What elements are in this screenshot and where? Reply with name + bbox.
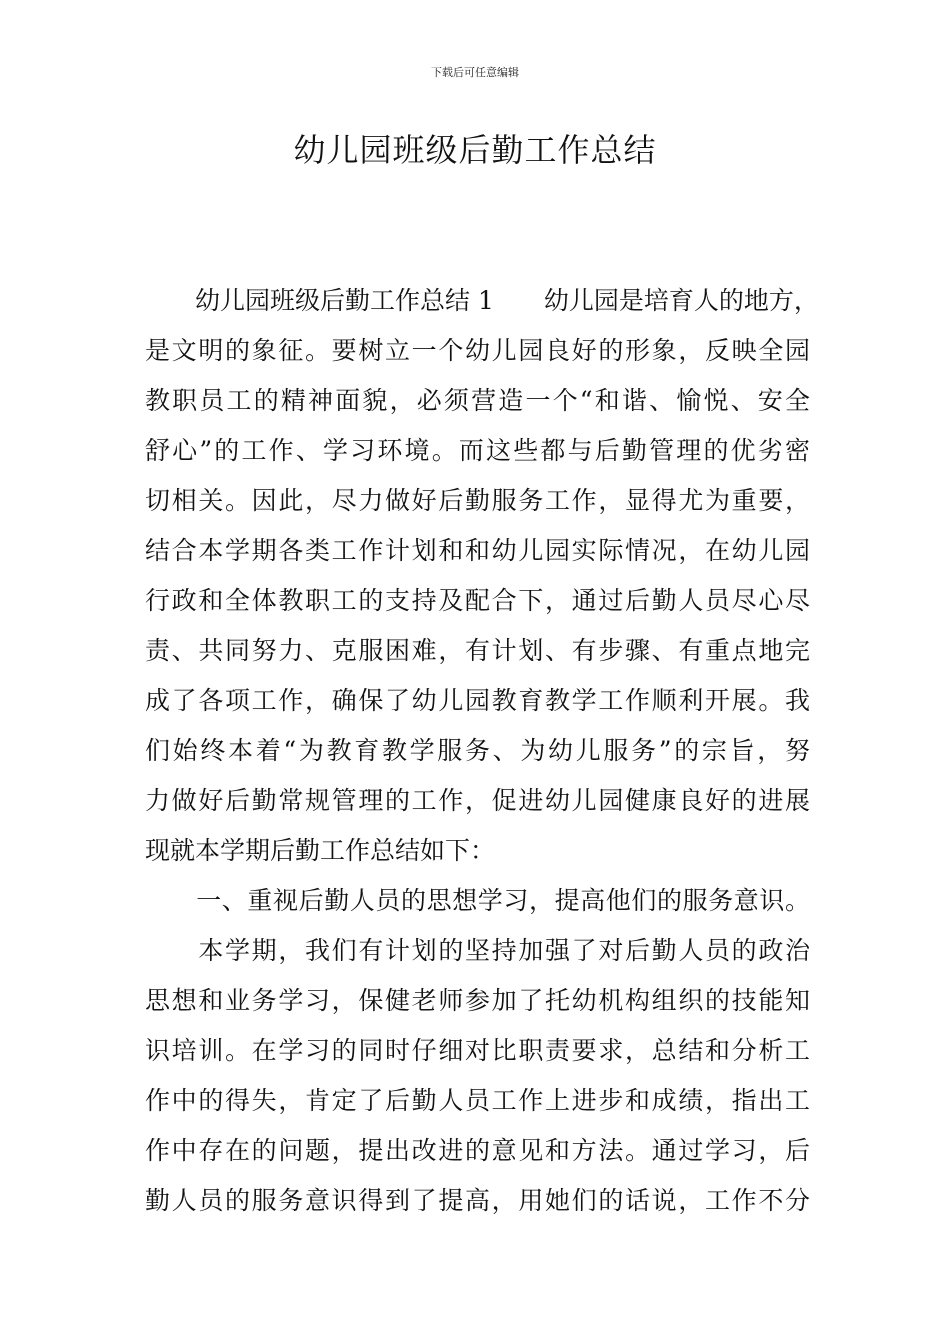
body-line: 切相关。因此，尽力做好后勤服务工作，显得尤为重要， bbox=[145, 486, 810, 515]
body-line: 力做好后勤常规管理的工作，促进幼儿园健康良好的进展 bbox=[145, 786, 810, 815]
body-line: 现就本学期后勤工作总结如下： bbox=[145, 836, 496, 865]
body-line: 作中的得失，肯定了后勤人员工作上进步和成绩，指出工 bbox=[145, 1086, 810, 1115]
body-line: 责、共同努力、克服困难，有计划、有步骤、有重点地完 bbox=[145, 636, 810, 665]
document-body bbox=[145, 276, 819, 1226]
body-line: 舒心”的工作、学习环境。而这些都与后勤管理的优劣密 bbox=[145, 436, 810, 465]
body-line: 一、重视后勤人员的思想学习，提高他们的服务意识。 bbox=[145, 886, 810, 915]
body-line: 思想和业务学习，保健老师参加了托幼机构组织的技能知 bbox=[145, 986, 810, 1015]
body-line: 勤人员的服务意识得到了提高，用她们的话说，工作不分 bbox=[145, 1186, 810, 1215]
body-line: 行政和全体教职工的支持及配合下，通过后勤人员尽心尽 bbox=[145, 586, 810, 615]
body-line: 教职员工的精神面貌，必须营造一个“和谐、愉悦、安全 bbox=[145, 386, 810, 415]
body-line: 成了各项工作，确保了幼儿园教育教学工作顺利开展。我 bbox=[145, 686, 810, 715]
body-line: 结合本学期各类工作计划和和幼儿园实际情况，在幼儿园 bbox=[145, 536, 810, 565]
body-line: 幼儿园班级后勤工作总结 1 幼儿园是培育人的地方， bbox=[145, 286, 819, 315]
body-line: 本学期，我们有计划的坚持加强了对后勤人员的政治 bbox=[145, 936, 810, 965]
header-note: 下载后可任意编辑 bbox=[431, 66, 519, 79]
document-title: 幼儿园班级后勤工作总结 bbox=[293, 131, 657, 169]
body-line: 识培训。在学习的同时仔细对比职责要求，总结和分析工 bbox=[145, 1036, 810, 1065]
body-line: 作中存在的问题，提出改进的意见和方法。通过学习，后 bbox=[145, 1136, 810, 1165]
body-line: 是文明的象征。要树立一个幼儿园良好的形象，反映全园 bbox=[145, 336, 810, 365]
body-line: 们始终本着“为教育教学服务、为幼儿服务”的宗旨，努 bbox=[145, 736, 810, 765]
